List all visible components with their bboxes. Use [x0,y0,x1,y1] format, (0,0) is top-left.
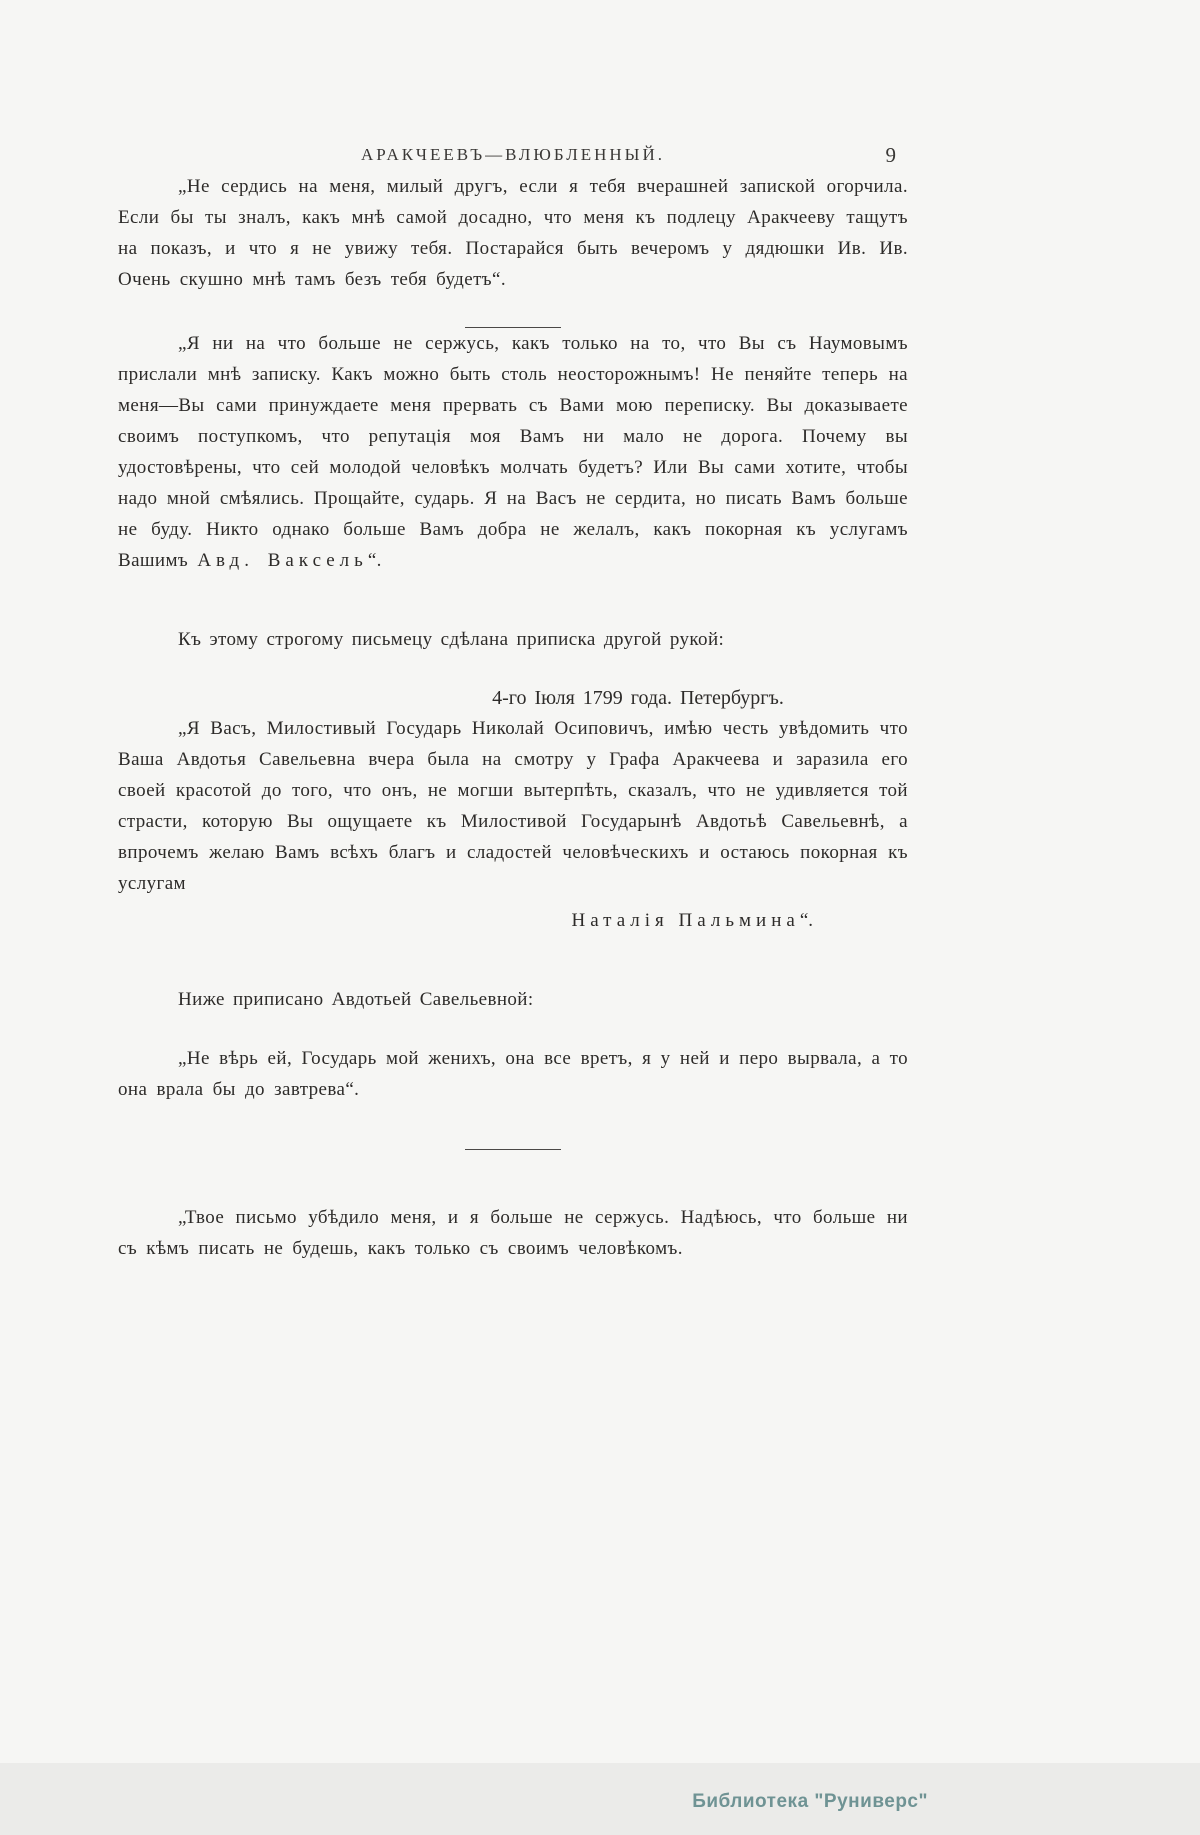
letter-2-closing-quote: “. [367,550,382,571]
letter-2-text: „Я ни на что больше не сержусь, какъ только на то, что Вы съ Наумовымъ прислали мнѣ записку. Какъ можно быть столь неосторожнымъ! Не пеняйте теперь на меня—Вы сами принуждаете меня прервать съ Вами мою переписку. Вы доказываете своимъ поступкомъ, что репутація моя Вамъ ни мало не дорога. Почему вы удостовѣрены, что сей молодой человѣкъ молчать будетъ? Или Вы сами хотите, чтобы надо мной смѣялись. Прощайте, сударь. Я на Васъ не сердита, но писать Вамъ больше не буду. Никто однако больше Вамъ добра не желалъ, какъ покорная къ услугамъ Вашимъ [118,333,908,571]
letter-1-text: „Не сердись на меня, милый другъ, если я тебя вчерашней запиской огорчила. Если бы ты зналъ, какъ мнѣ самой досадно, что меня къ подлецу Аракчееву тащутъ на показъ, и что я не увижу тебя. Постарайся быть вечеромъ у дядюшки Ив. Ив. Очень скушно мнѣ тамъ безъ тебя будетъ“. [118,176,908,290]
footer-band [0,1763,1200,1835]
letter-paragraph-4 [118,1043,908,1105]
letter-paragraph-1 [118,171,908,295]
letter-3-signature: Наталія Пальмина [571,910,800,931]
letter-paragraph-2 [118,328,908,576]
running-head [118,145,908,171]
note-intro: Къ этому строгому письмецу сдѣлана приписка другой рукой: [178,629,725,650]
running-title: АРАКЧЕЕВЪ—ВЛЮБЛЕННЫЙ. [360,145,666,164]
letter-3-closing-quote: “. [799,910,813,931]
signature-line [118,905,908,936]
page-number: 9 [885,143,896,167]
letter-4-text: „Не вѣрь ей, Государь мой женихъ, она все вретъ, я у ней и перо вырвала, а то она врала бы до завтрева“. [118,1048,908,1100]
text-block [118,145,908,1264]
dateline: 4-го Іюля 1799 года. Петербургъ. [492,687,784,709]
section-divider-2 [465,1149,561,1150]
letter-paragraph-5 [118,1202,908,1264]
letter-paragraph-3 [118,713,908,899]
letter-3-text: „Я Васъ, Милостивый Государь Николай Осиповичъ, имѣю честь увѣдомить что Ваша Авдотья Савельевна вчера была на смотру у Графа Аракчеева и заразила его своей красотой до того, что онъ, не могши вытерпѣть, сказалъ, что не удивляется той страсти, которую Вы ощущаете къ Милостивой Государынѣ Авдотьѣ Савельевнѣ, а впрочемъ желаю Вамъ всѣхъ благъ и сладостей человѣческихъ и остаюсь покорная къ услугам [118,718,908,894]
library-watermark: Библиотека "Руниверс" [692,1791,928,1812]
postscript-intro: Ниже приписано Авдотьей Савельевной: [178,989,534,1010]
letter-5-text: „Твое письмо убѣдило меня, и я больше не сержусь. Надѣюсь, что больше ни съ кѣмъ писать не будешь, какъ только съ своимъ человѣкомъ. [118,1207,908,1259]
letter-2-signature: Авд. Ваксель [197,550,368,571]
